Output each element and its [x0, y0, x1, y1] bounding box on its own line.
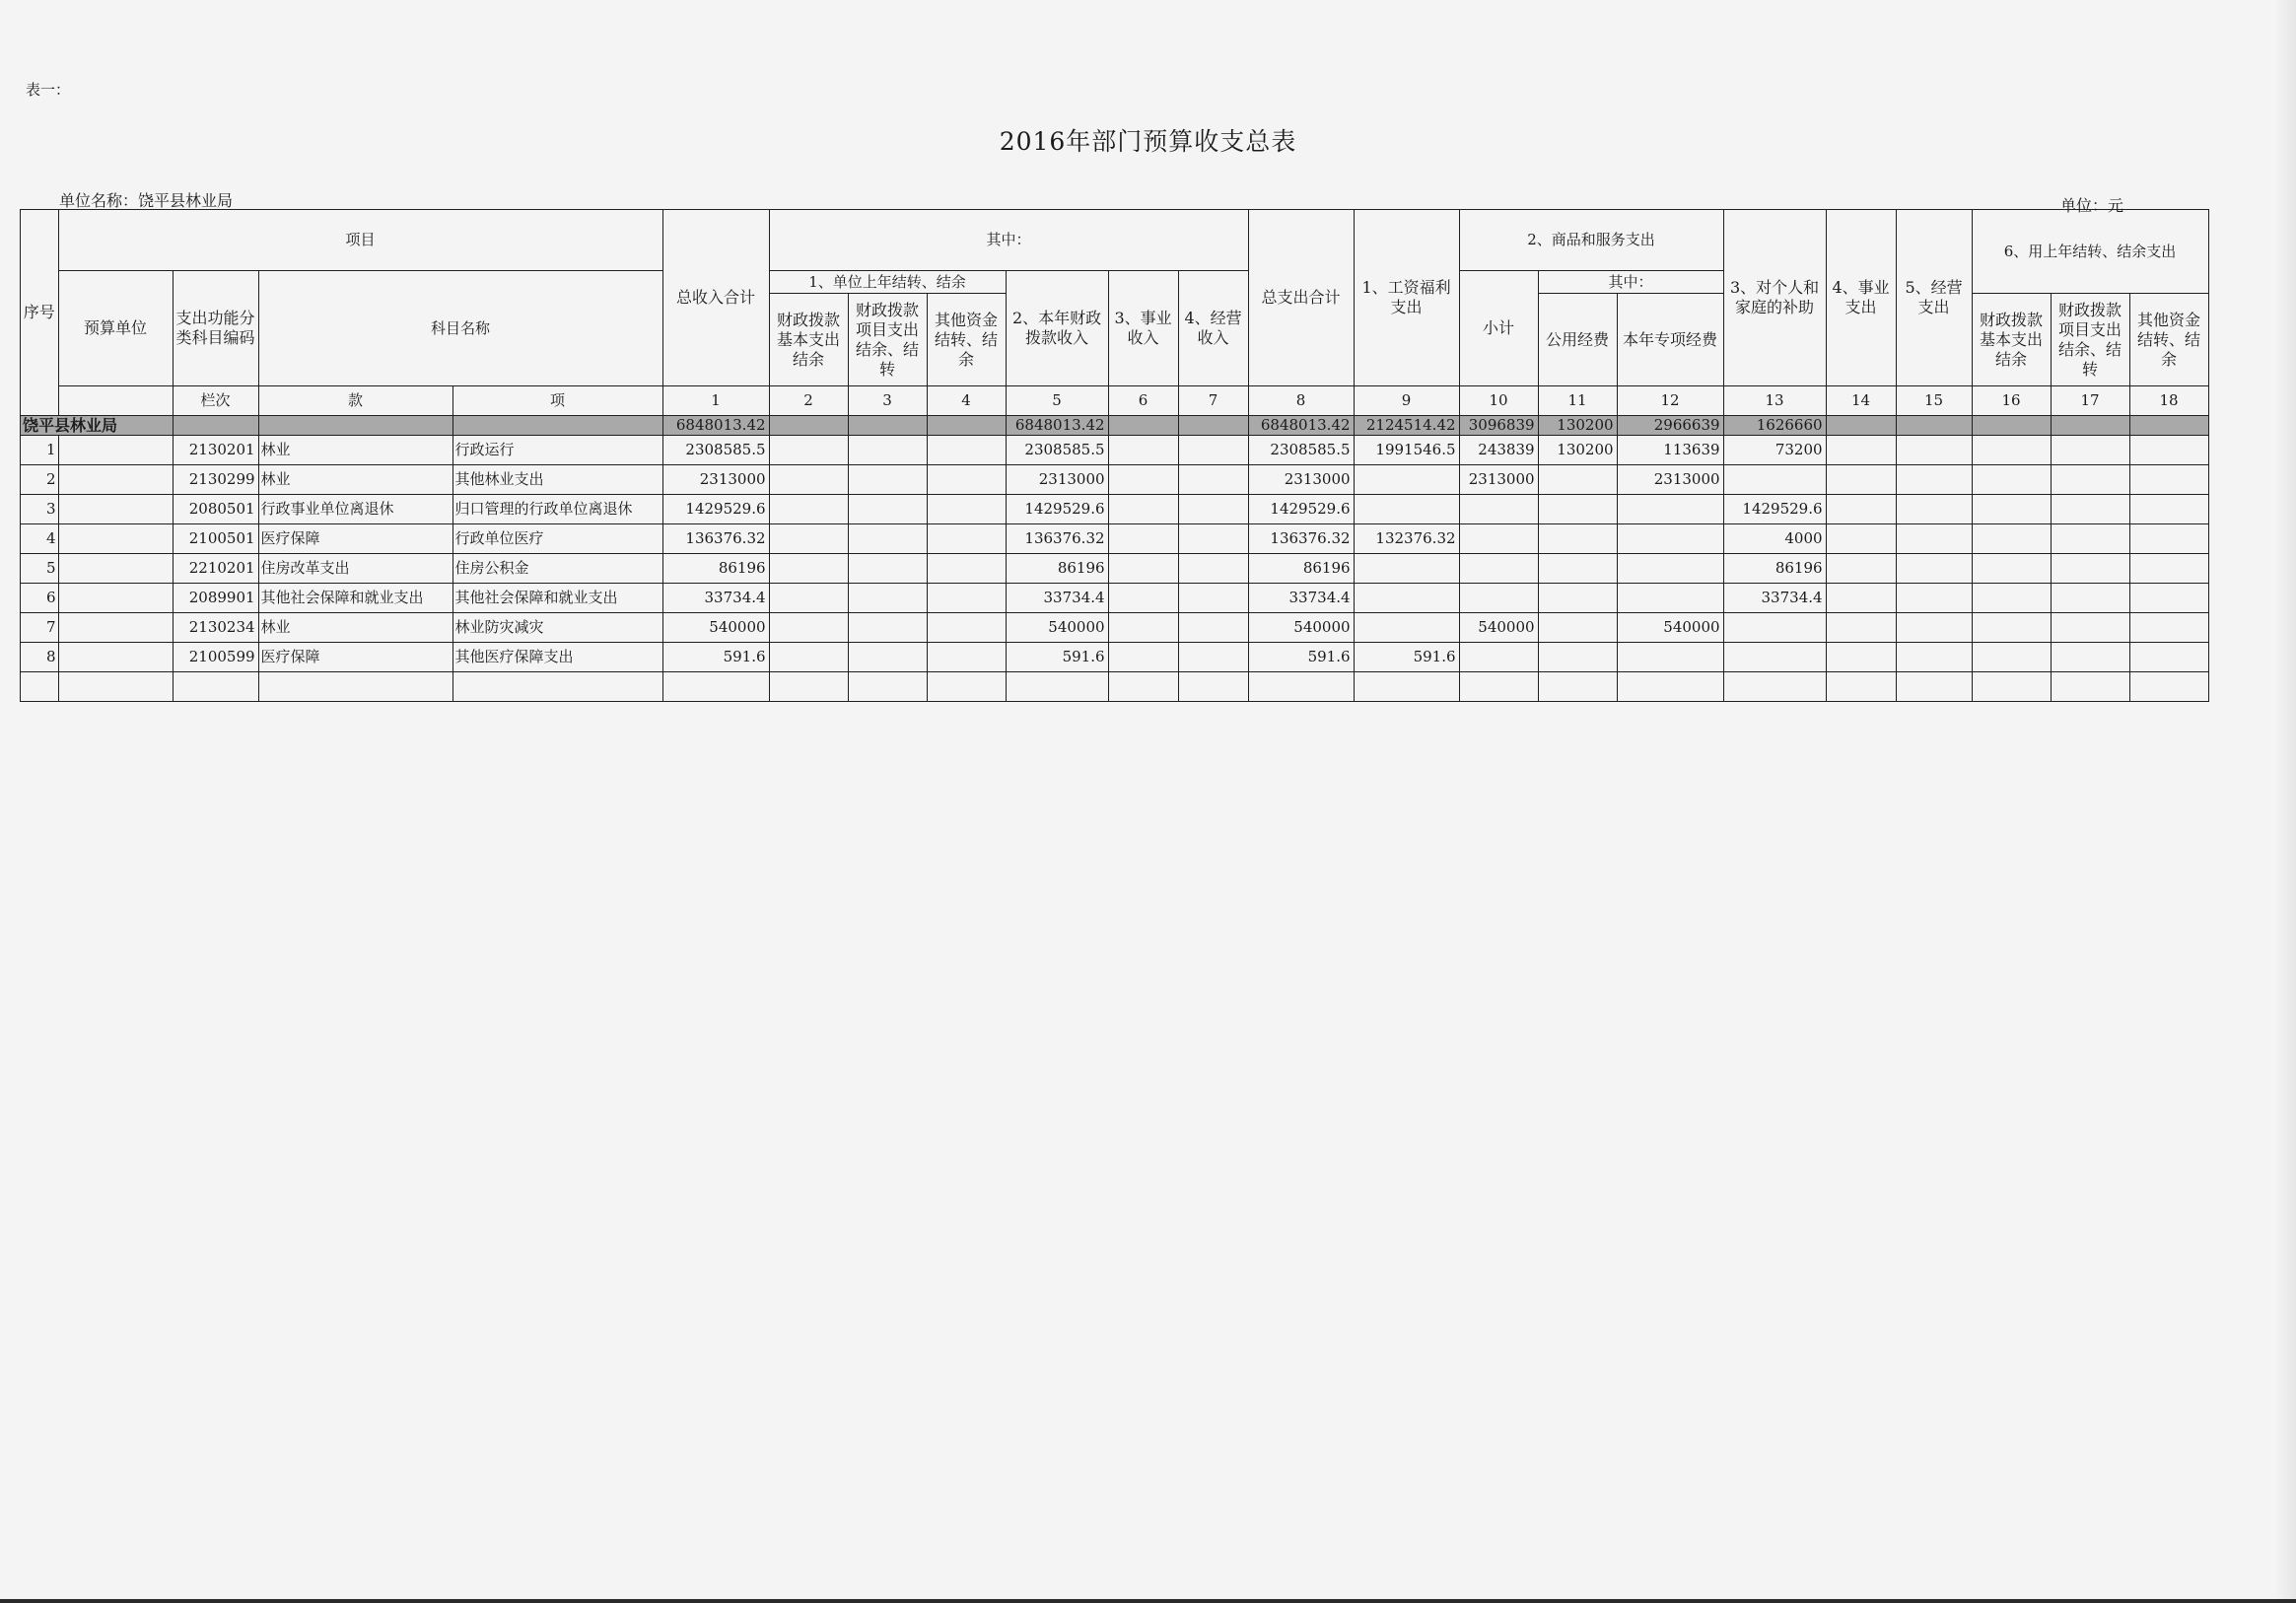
row-value-cell: 2313000	[662, 465, 769, 495]
header-lanci: 栏次	[173, 386, 258, 416]
total-cell	[1178, 416, 1248, 436]
col-number: 11	[1538, 386, 1617, 416]
row-value-cell	[1972, 584, 2051, 613]
row-value-cell	[769, 436, 848, 465]
row-value-cell	[769, 584, 848, 613]
row-value-cell	[2129, 465, 2208, 495]
header-prev-year-expense: 6、用上年结转、结余支出	[1972, 210, 2208, 294]
row-value-cell	[769, 524, 848, 554]
col-number: 18	[2129, 386, 2208, 416]
row-xiang: 归口管理的行政单位离退休	[452, 495, 662, 524]
row-budget-unit	[58, 495, 173, 524]
row-value-cell	[1617, 524, 1723, 554]
row-value-cell	[1108, 524, 1178, 554]
data-rows	[21, 436, 2209, 672]
header-budget-unit: 预算单位	[58, 271, 173, 386]
row-seq: 8	[21, 643, 59, 672]
header-wages: 1、工资福利支出	[1354, 210, 1459, 386]
col-number: 4	[927, 386, 1006, 416]
total-cell	[1972, 416, 2051, 436]
total-cell	[1896, 416, 1972, 436]
row-value-cell: 540000	[1617, 613, 1723, 643]
header-fin-basic-balance: 财政拨款基本支出结余	[769, 294, 848, 386]
row-kuan: 林业	[258, 436, 452, 465]
row-value-cell	[1354, 465, 1459, 495]
row-value-cell	[2051, 613, 2129, 643]
table-label: 表一：	[26, 81, 71, 99]
row-code: 2100599	[173, 643, 258, 672]
row-value-cell	[927, 554, 1006, 584]
total-blank	[452, 416, 662, 436]
page-title: 2016年部门预算收支总表	[999, 127, 1297, 156]
row-value-cell	[2051, 465, 2129, 495]
row-value-cell	[1896, 524, 1972, 554]
header-goods-services: 2、商品和服务支出	[1459, 210, 1723, 271]
row-value-cell: 591.6	[662, 643, 769, 672]
header-individual-subsidy: 3、对个人和家庭的补助	[1723, 210, 1826, 386]
row-value-cell: 136376.32	[662, 524, 769, 554]
row-value-cell	[1459, 554, 1538, 584]
total-cell: 6848013.42	[1006, 416, 1108, 436]
row-value-cell	[1178, 495, 1248, 524]
row-code: 2210201	[173, 554, 258, 584]
total-cell	[1108, 416, 1178, 436]
row-code: 2080501	[173, 495, 258, 524]
row-budget-unit	[58, 584, 173, 613]
header-subject-name: 科目名称	[258, 271, 662, 386]
row-value-cell	[1178, 643, 1248, 672]
header-total-income: 总收入合计	[662, 210, 769, 386]
row-value-cell: 132376.32	[1354, 524, 1459, 554]
total-cell: 1626660	[1723, 416, 1826, 436]
row-value-cell	[1459, 495, 1538, 524]
header-func-code: 支出功能分类科目编码	[173, 271, 258, 386]
row-value-cell	[927, 613, 1006, 643]
row-value-cell	[2129, 554, 2208, 584]
page-shadow	[2274, 0, 2296, 1603]
header-of-which-2: 其中：	[1538, 271, 1723, 294]
total-unit-name: 饶平县林业局	[21, 416, 174, 436]
row-value-cell	[1354, 554, 1459, 584]
row-value-cell	[1723, 465, 1826, 495]
row-value-cell	[769, 495, 848, 524]
header-operating-expense: 5、经营支出	[1896, 210, 1972, 386]
row-value-cell: 86196	[1248, 554, 1354, 584]
col-number: 10	[1459, 386, 1538, 416]
col-number: 15	[1896, 386, 1972, 416]
row-value-cell: 591.6	[1248, 643, 1354, 672]
header-kuan: 款	[258, 386, 452, 416]
row-value-cell	[1108, 643, 1178, 672]
row-seq: 7	[21, 613, 59, 643]
row-value-cell	[848, 613, 927, 643]
row-value-cell	[2129, 524, 2208, 554]
row-value-cell	[1826, 643, 1896, 672]
row-value-cell	[1826, 554, 1896, 584]
row-value-cell	[1108, 584, 1178, 613]
row-value-cell: 2313000	[1006, 465, 1108, 495]
row-value-cell: 33734.4	[662, 584, 769, 613]
table-row	[21, 436, 2209, 465]
row-value-cell	[1178, 524, 1248, 554]
row-value-cell	[1617, 554, 1723, 584]
row-xiang: 林业防灾减灾	[452, 613, 662, 643]
row-code: 2130234	[173, 613, 258, 643]
row-value-cell	[1826, 495, 1896, 524]
row-value-cell: 540000	[1248, 613, 1354, 643]
col-number: 17	[2051, 386, 2129, 416]
row-value-cell	[2051, 643, 2129, 672]
table-row	[21, 613, 2209, 643]
row-budget-unit	[58, 524, 173, 554]
header-blank-unit	[58, 386, 173, 416]
table-row	[21, 554, 2209, 584]
budget-table	[20, 209, 2209, 702]
total-cell	[2051, 416, 2129, 436]
row-value-cell	[927, 495, 1006, 524]
row-value-cell	[1538, 554, 1617, 584]
row-value-cell: 2313000	[1459, 465, 1538, 495]
row-code: 2130201	[173, 436, 258, 465]
header-row-1	[21, 210, 2209, 271]
row-value-cell	[848, 524, 927, 554]
unit-name: 单位名称：饶平县林业局	[59, 191, 234, 210]
total-cell	[2129, 416, 2208, 436]
row-value-cell: 591.6	[1354, 643, 1459, 672]
row-value-cell	[1826, 584, 1896, 613]
row-value-cell	[1723, 613, 1826, 643]
total-cell	[769, 416, 848, 436]
row-value-cell	[1896, 643, 1972, 672]
col-number: 13	[1723, 386, 1826, 416]
row-budget-unit	[58, 643, 173, 672]
row-kuan: 其他社会保障和就业支出	[258, 584, 452, 613]
row-value-cell: 1429529.6	[1006, 495, 1108, 524]
row-value-cell	[2051, 554, 2129, 584]
row-value-cell: 136376.32	[1006, 524, 1108, 554]
row-value-cell	[1538, 613, 1617, 643]
header-enterprise-expense: 4、事业支出	[1826, 210, 1896, 386]
header-other-funds-exp: 其他资金结转、结余	[2129, 294, 2208, 386]
row-value-cell	[1972, 524, 2051, 554]
row-value-cell	[1896, 436, 1972, 465]
row-value-cell: 130200	[1538, 436, 1617, 465]
row-value-cell	[927, 436, 1006, 465]
row-seq: 4	[21, 524, 59, 554]
row-value-cell	[927, 524, 1006, 554]
row-kuan: 林业	[258, 613, 452, 643]
row-value-cell: 1991546.5	[1354, 436, 1459, 465]
row-kuan: 医疗保障	[258, 524, 452, 554]
row-value-cell	[1108, 613, 1178, 643]
header-of-which: 其中：	[769, 210, 1248, 271]
row-value-cell: 86196	[1723, 554, 1826, 584]
total-cell: 2124514.42	[1354, 416, 1459, 436]
row-value-cell	[1354, 584, 1459, 613]
row-value-cell	[1972, 643, 2051, 672]
row-value-cell	[769, 613, 848, 643]
row-value-cell	[1826, 613, 1896, 643]
row-xiang: 其他社会保障和就业支出	[452, 584, 662, 613]
row-value-cell	[1354, 613, 1459, 643]
row-value-cell	[2051, 495, 2129, 524]
row-value-cell	[1354, 495, 1459, 524]
row-value-cell: 2308585.5	[662, 436, 769, 465]
header-subtotal: 小计	[1459, 271, 1538, 386]
row-value-cell	[1178, 465, 1248, 495]
row-value-cell	[1972, 495, 2051, 524]
row-xiang: 行政单位医疗	[452, 524, 662, 554]
row-value-cell	[1617, 495, 1723, 524]
row-value-cell	[1538, 643, 1617, 672]
table-row	[21, 643, 2209, 672]
row-value-cell	[1538, 495, 1617, 524]
row-value-cell: 86196	[662, 554, 769, 584]
header-total-expense: 总支出合计	[1248, 210, 1354, 386]
col-number: 7	[1178, 386, 1248, 416]
row-kuan: 行政事业单位离退休	[258, 495, 452, 524]
row-value-cell	[1723, 643, 1826, 672]
row-value-cell	[1178, 436, 1248, 465]
row-seq: 2	[21, 465, 59, 495]
row-value-cell	[1617, 584, 1723, 613]
total-cell	[848, 416, 927, 436]
col-number: 9	[1354, 386, 1459, 416]
table-row	[21, 584, 2209, 613]
row-value-cell	[848, 584, 927, 613]
col-number: 5	[1006, 386, 1108, 416]
row-value-cell: 243839	[1459, 436, 1538, 465]
row-value-cell	[1108, 465, 1178, 495]
row-value-cell: 2308585.5	[1248, 436, 1354, 465]
currency-unit: 单位：元	[2060, 196, 2124, 215]
row-value-cell: 136376.32	[1248, 524, 1354, 554]
row-value-cell	[2129, 613, 2208, 643]
row-value-cell	[1538, 524, 1617, 554]
row-value-cell	[2051, 436, 2129, 465]
row-code: 2100501	[173, 524, 258, 554]
col-number: 6	[1108, 386, 1178, 416]
row-value-cell	[2051, 584, 2129, 613]
row-value-cell	[769, 643, 848, 672]
row-value-cell	[927, 584, 1006, 613]
row-value-cell: 113639	[1617, 436, 1723, 465]
row-kuan: 医疗保障	[258, 643, 452, 672]
row-value-cell: 1429529.6	[1248, 495, 1354, 524]
row-value-cell	[1459, 584, 1538, 613]
row-xiang: 行政运行	[452, 436, 662, 465]
total-row	[21, 416, 2209, 436]
row-seq: 5	[21, 554, 59, 584]
total-blank	[173, 416, 258, 436]
col-number: 12	[1617, 386, 1723, 416]
row-value-cell: 2308585.5	[1006, 436, 1108, 465]
header-project: 项目	[58, 210, 662, 271]
header-operating-income: 4、经营收入	[1178, 271, 1248, 386]
row-value-cell	[1896, 584, 1972, 613]
col-number: 1	[662, 386, 769, 416]
row-value-cell	[1826, 436, 1896, 465]
header-special-funds: 本年专项经费	[1617, 294, 1723, 386]
row-kuan: 住房改革支出	[258, 554, 452, 584]
row-value-cell	[1108, 554, 1178, 584]
row-xiang: 其他医疗保障支出	[452, 643, 662, 672]
row-value-cell	[1617, 643, 1723, 672]
row-value-cell	[927, 465, 1006, 495]
header-enterprise-income: 3、事业收入	[1108, 271, 1178, 386]
table-row	[21, 465, 2209, 495]
row-budget-unit	[58, 554, 173, 584]
row-value-cell	[848, 436, 927, 465]
header-xiang: 项	[452, 386, 662, 416]
row-value-cell	[1178, 584, 1248, 613]
col-number: 14	[1826, 386, 1896, 416]
col-number: 8	[1248, 386, 1354, 416]
row-value-cell	[1108, 495, 1178, 524]
row-value-cell	[769, 554, 848, 584]
row-value-cell	[1896, 495, 1972, 524]
header-fin-project-exp: 财政拨款项目支出结余、结转	[2051, 294, 2129, 386]
row-value-cell	[1896, 613, 1972, 643]
total-cell	[1826, 416, 1896, 436]
page-bottom-edge	[0, 1599, 2296, 1603]
total-cell: 3096839	[1459, 416, 1538, 436]
row-value-cell: 33734.4	[1723, 584, 1826, 613]
row-code: 2089901	[173, 584, 258, 613]
row-xiang: 其他林业支出	[452, 465, 662, 495]
row-value-cell	[1538, 584, 1617, 613]
total-cell	[927, 416, 1006, 436]
row-value-cell	[1459, 524, 1538, 554]
row-value-cell: 540000	[1459, 613, 1538, 643]
header-other-funds-balance: 其他资金结转、结余	[927, 294, 1006, 386]
row-value-cell	[848, 465, 927, 495]
row-value-cell	[2129, 584, 2208, 613]
row-value-cell: 33734.4	[1006, 584, 1108, 613]
row-seq: 6	[21, 584, 59, 613]
row-value-cell: 540000	[1006, 613, 1108, 643]
row-value-cell	[1896, 465, 1972, 495]
row-value-cell: 86196	[1006, 554, 1108, 584]
empty-row	[21, 672, 2209, 702]
row-value-cell	[1178, 554, 1248, 584]
header-fin-basic-exp: 财政拨款基本支出结余	[1972, 294, 2051, 386]
row-seq: 3	[21, 495, 59, 524]
row-value-cell	[769, 465, 848, 495]
row-value-cell: 2313000	[1248, 465, 1354, 495]
row-value-cell: 2313000	[1617, 465, 1723, 495]
row-value-cell	[848, 554, 927, 584]
total-blank	[258, 416, 452, 436]
total-cell: 6848013.42	[662, 416, 769, 436]
header-current-fin-income: 2、本年财政拨款收入	[1006, 271, 1108, 386]
header-public-funds: 公用经费	[1538, 294, 1617, 386]
row-value-cell	[927, 643, 1006, 672]
col-number: 3	[848, 386, 927, 416]
row-value-cell: 1429529.6	[1723, 495, 1826, 524]
row-value-cell	[1178, 613, 1248, 643]
row-value-cell	[848, 495, 927, 524]
row-value-cell	[1459, 643, 1538, 672]
total-cell: 2966639	[1617, 416, 1723, 436]
row-value-cell	[1972, 613, 2051, 643]
row-budget-unit	[58, 465, 173, 495]
row-value-cell	[2129, 643, 2208, 672]
table-row	[21, 524, 2209, 554]
total-cell: 6848013.42	[1248, 416, 1354, 436]
row-budget-unit	[58, 436, 173, 465]
row-budget-unit	[58, 613, 173, 643]
row-value-cell	[2129, 495, 2208, 524]
row-xiang: 住房公积金	[452, 554, 662, 584]
row-value-cell	[1538, 465, 1617, 495]
row-value-cell	[2051, 524, 2129, 554]
row-value-cell	[2129, 436, 2208, 465]
row-value-cell: 73200	[1723, 436, 1826, 465]
row-value-cell	[848, 643, 927, 672]
row-value-cell: 4000	[1723, 524, 1826, 554]
row-value-cell	[1972, 554, 2051, 584]
row-value-cell: 33734.4	[1248, 584, 1354, 613]
row-value-cell	[1826, 524, 1896, 554]
header-fin-project-balance: 财政拨款项目支出结余、结转	[848, 294, 927, 386]
total-cell: 130200	[1538, 416, 1617, 436]
row-code: 2130299	[173, 465, 258, 495]
row-value-cell	[1826, 465, 1896, 495]
col-number: 2	[769, 386, 848, 416]
row-value-cell	[1972, 436, 2051, 465]
header-prev-year-balance: 1、单位上年结转、结余	[769, 271, 1006, 294]
row-seq: 1	[21, 436, 59, 465]
row-value-cell	[1108, 436, 1178, 465]
row-value-cell	[1972, 465, 2051, 495]
row-value-cell	[1896, 554, 1972, 584]
col-number: 16	[1972, 386, 2051, 416]
header-row-4	[21, 386, 2209, 416]
row-value-cell: 1429529.6	[662, 495, 769, 524]
header-seq: 序号	[21, 210, 59, 416]
row-value-cell: 591.6	[1006, 643, 1108, 672]
row-kuan: 林业	[258, 465, 452, 495]
table-row	[21, 495, 2209, 524]
row-value-cell: 540000	[662, 613, 769, 643]
